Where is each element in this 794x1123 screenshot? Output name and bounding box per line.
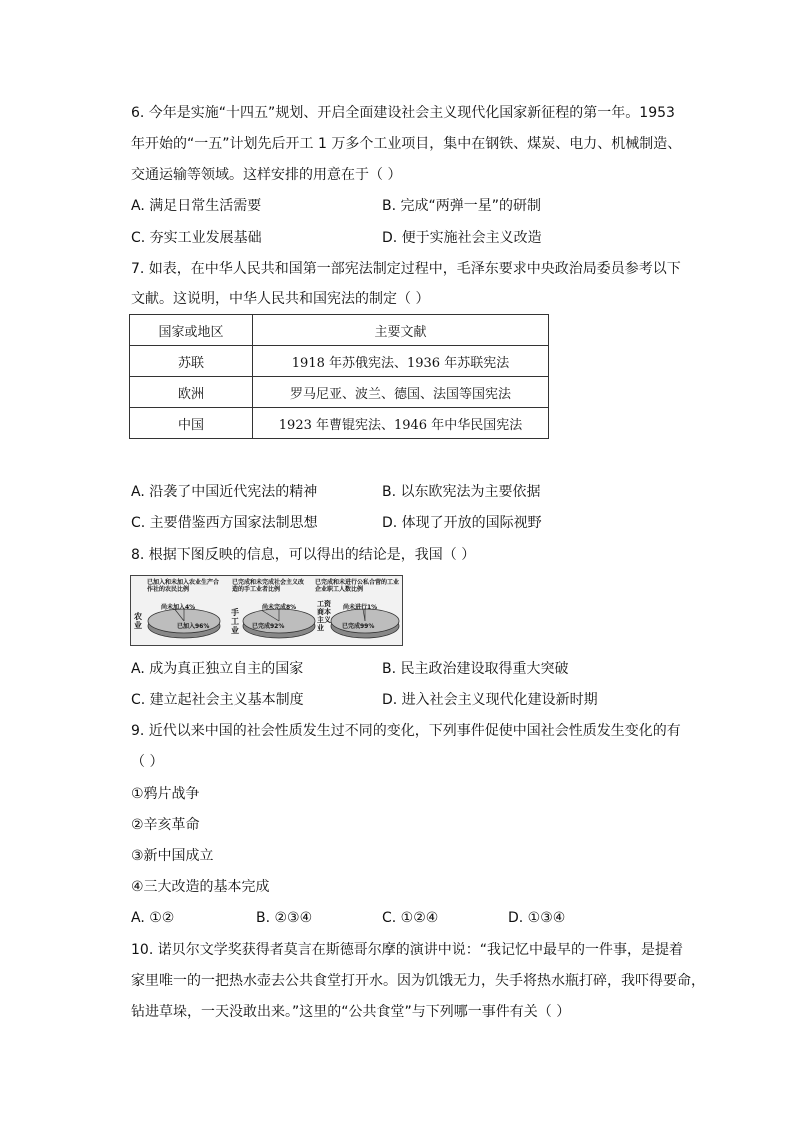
q7-stem-line-1: 7. 如表，在中华人民共和国第一部宪法制定过程中，毛泽东要求中央政治局委员参考以下 [131,261,681,277]
table-cell: 罗马尼亚、波兰、德国、法国等国宪法 [253,377,549,408]
pie-3-caption: 已完成和未进行公私合营的工业企业职工人数比例 [315,579,400,593]
pie-1-side-label: 农业 [134,612,142,630]
q10-stem-line-2: 家里唯一的一把热水壶去公共食堂打开水。因为饥饿无力，失手将热水瓶打碎，我吓得要命， [131,973,705,989]
q7-option-c[interactable]: C. 主要借鉴西方国家法制思想 [131,515,318,531]
q9-option-a[interactable]: A. ①② [131,910,175,926]
q6-option-b[interactable]: B. 完成“两弹一星”的研制 [382,198,542,214]
q6-stem-line-2: 年开始的“一五”计划先后开工 1 万多个工业项目，集中在钢铁、煤炭、电力、机械制造、 [131,136,682,152]
pie-3-small-label: 尚未进行1% [343,604,378,611]
q8-option-a[interactable]: A. 成为真正独立自主的国家 [131,661,304,677]
table-header-cell: 主要文献 [253,315,549,346]
table-cell: 中国 [130,408,253,439]
q9-item-3: ③新中国成立 [131,848,214,864]
table-cell: 1923 年曹锟宪法、1946 年中华民国宪法 [253,408,549,439]
q9-option-d[interactable]: D. ①③④ [508,910,566,926]
q7-option-d[interactable]: D. 体现了开放的国际视野 [382,515,542,531]
q6-option-c[interactable]: C. 夯实工业发展基础 [131,230,262,246]
q9-item-2: ②辛亥革命 [131,817,200,833]
pie-2-caption: 已完成和未完成社会主义改造的手工业者比例 [232,579,305,593]
q9-option-c[interactable]: C. ①②④ [382,910,439,926]
table-cell: 1918 年苏俄宪法、1936 年苏联宪法 [253,346,549,377]
table-header-cell: 国家或地区 [130,315,253,346]
q6-stem-line-3: 交通运输等领域。这样安排的用意在于（ ） [131,167,402,183]
q9-stem-line-2: （ ） [131,754,164,770]
pie-1-big-label: 已加入96% [177,623,210,630]
q8-option-d[interactable]: D. 进入社会主义现代化建设新时期 [382,692,598,708]
socialist-transformation-figure [130,575,403,646]
q8-option-c[interactable]: C. 建立起社会主义基本制度 [131,692,304,708]
q6-stem-line-1: 6. 今年是实施“十四五”规划、开启全面建设社会主义现代化国家新征程的第一年。1953 [131,105,675,121]
q6-option-d[interactable]: D. 便于实施社会主义改造 [382,230,542,246]
q7-stem-line-2: 文献。这说明，中华人民共和国宪法的制定（ ） [131,291,430,307]
q8-option-b[interactable]: B. 民主政治建设取得重大突破 [382,661,569,677]
table-header-row [130,315,549,346]
pie-3-big-label: 已完成99% [342,623,375,630]
q8-stem-line-1: 8. 根据下图反映的信息，可以得出的结论是，我国（ ） [131,547,476,563]
pie-2-big-label: 已完成92% [252,623,285,630]
table-row [130,377,549,408]
q10-stem-line-3: 钻进草垛，一天没敢出来。”这里的“公共食堂”与下列哪一事件有关（ ） [131,1004,571,1020]
table-row [130,346,549,377]
q7-option-b[interactable]: B. 以东欧宪法为主要依据 [382,484,541,500]
constitution-table [129,314,549,439]
table-row [130,408,549,439]
table-cell: 苏联 [130,346,253,377]
q9-item-1: ①鸦片战争 [131,786,200,802]
table-cell: 欧洲 [130,377,253,408]
pie-2-side-label: 手工业 [231,608,239,635]
q6-option-a[interactable]: A. 满足日常生活需要 [131,198,262,214]
q10-stem-line-1: 10. 诺贝尔文学奖获得者莫言在斯德哥尔摩的演讲中说：“我记忆中最早的一件事，是提着 [131,942,683,958]
pie-2-small-label: 尚未完成8% [262,604,297,611]
pie-1-caption: 已加入和未加入农业生产合作社的农民比例 [147,579,220,593]
q9-item-4: ④三大改造的基本完成 [131,879,270,895]
pie-1-small-label: 尚未加入4% [161,604,196,611]
q7-option-a[interactable]: A. 沿袭了中国近代宪法的精神 [131,484,318,500]
q9-stem-line-1: 9. 近代以来中国的社会性质发生过不同的变化，下列事件促使中国社会性质发生变化的有 [131,723,681,739]
q9-option-b[interactable]: B. ②③④ [256,910,313,926]
pie-3-side-label: 工资商本主义业 [317,600,331,632]
